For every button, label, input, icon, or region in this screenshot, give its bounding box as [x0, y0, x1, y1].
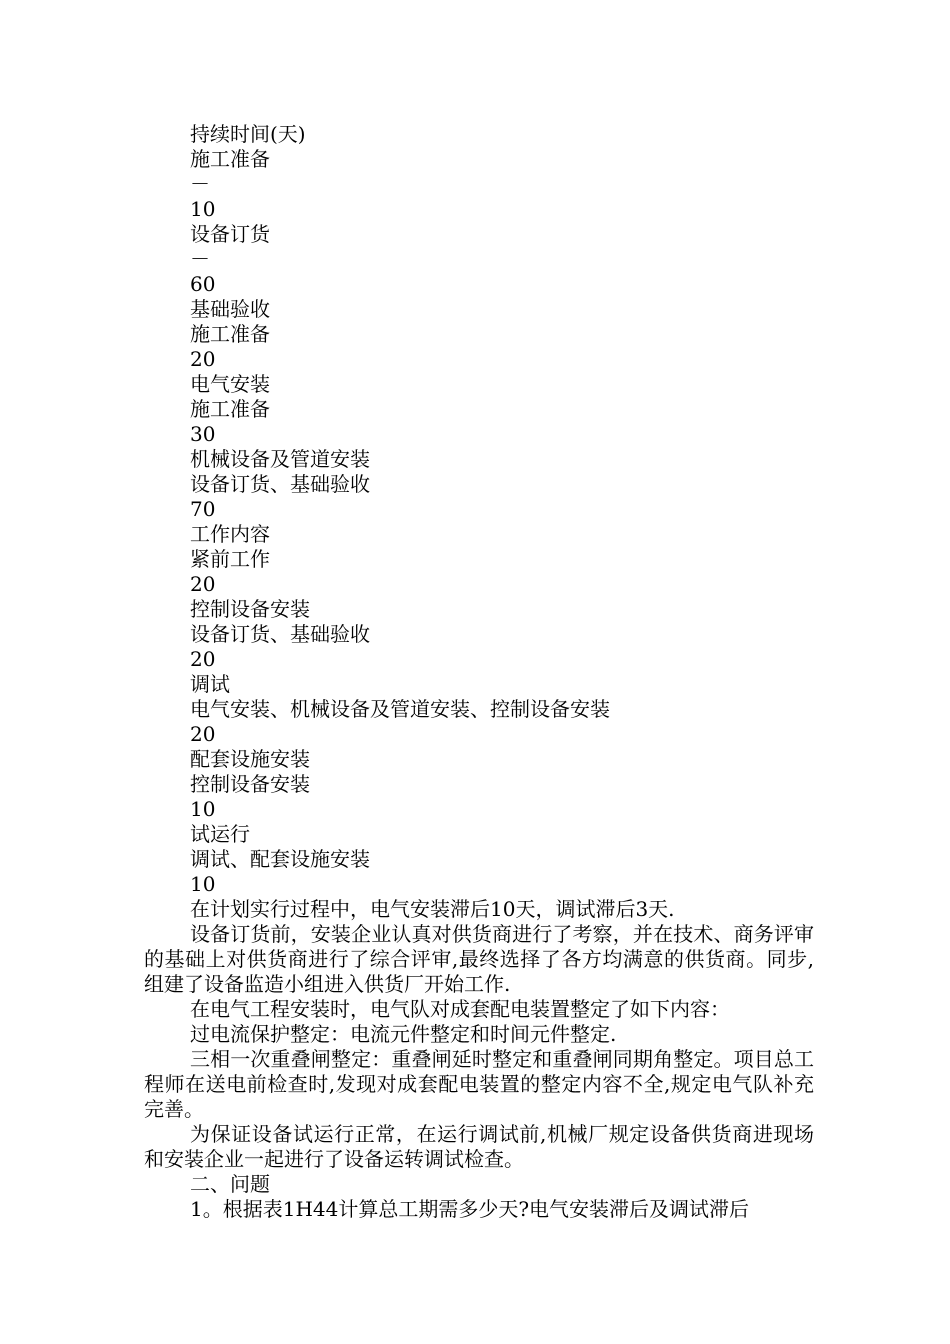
table-cell: 机械设备及管道安装 — [190, 447, 370, 471]
section-heading: 二、问题 — [190, 1172, 270, 1196]
question-item: 1。根据表1H44计算总工期需多少天?电气安装滞后及调试滞后 — [190, 1197, 750, 1221]
table-cell: 设备订货、基础验收 — [190, 622, 370, 646]
paragraph: 过电流保护整定：电流元件整定和时间元件整定. — [190, 1022, 617, 1046]
paragraph: 为保证设备试运行正常，在运行调试前,机械厂规定设备供货商进现场和安装企业一起进行了设备运转调试检查。 — [144, 1122, 814, 1171]
table-cell: 60 — [190, 272, 216, 296]
table-cell: 施工准备 — [190, 322, 270, 346]
table-cell: 工作内容 — [190, 522, 270, 546]
table-cell: － — [190, 247, 210, 271]
table-cell: － — [190, 172, 210, 196]
paragraph: 设备订货前，安装企业认真对供货商进行了考察，并在技术、商务评审的基础上对供货商进行了综合评审,最终选择了各方均满意的供货商。同步,组建了设备监造小组进入供货厂开始工作. — [144, 922, 814, 996]
table-cell: 10 — [190, 797, 216, 821]
table-cell: 70 — [190, 497, 216, 521]
table-cell: 30 — [190, 422, 216, 446]
table-cell: 20 — [190, 347, 216, 371]
table-cell: 控制设备安装 — [190, 597, 310, 621]
paragraph: 在计划实行过程中，电气安装滞后10天，调试滞后3天. — [190, 897, 675, 921]
table-cell: 配套设施安装 — [190, 747, 310, 771]
table-cell: 调试、配套设施安装 — [190, 847, 370, 871]
table-cell: 试运行 — [190, 822, 250, 846]
table-cell: 控制设备安装 — [190, 772, 310, 796]
document-body — [144, 122, 814, 1222]
table-cell: 10 — [190, 872, 216, 896]
table-cell: 调试 — [190, 672, 230, 696]
table-cell: 施工准备 — [190, 147, 270, 171]
table-cell: 20 — [190, 647, 216, 671]
paragraph: 三相一次重叠闸整定：重叠闸延时整定和重叠闸同期角整定。项目总工程师在送电前检查时,发现对成套配电装置的整定内容不全,规定电气队补充完善。 — [144, 1047, 814, 1121]
table-cell: 20 — [190, 572, 216, 596]
table-cell: 电气安装、机械设备及管道安装、控制设备安装 — [190, 697, 610, 721]
table-cell: 10 — [190, 197, 216, 221]
table-cell: 施工准备 — [190, 397, 270, 421]
table-cell: 设备订货 — [190, 222, 270, 246]
table-cell: 20 — [190, 722, 216, 746]
paragraph: 在电气工程安装时，电气队对成套配电装置整定了如下内容： — [190, 997, 730, 1021]
table-cell: 持续时间(天) — [190, 122, 306, 146]
table-cell: 电气安装 — [190, 372, 270, 396]
table-cell: 设备订货、基础验收 — [190, 472, 370, 496]
table-cell: 基础验收 — [190, 297, 270, 321]
table-cell: 紧前工作 — [190, 547, 270, 571]
